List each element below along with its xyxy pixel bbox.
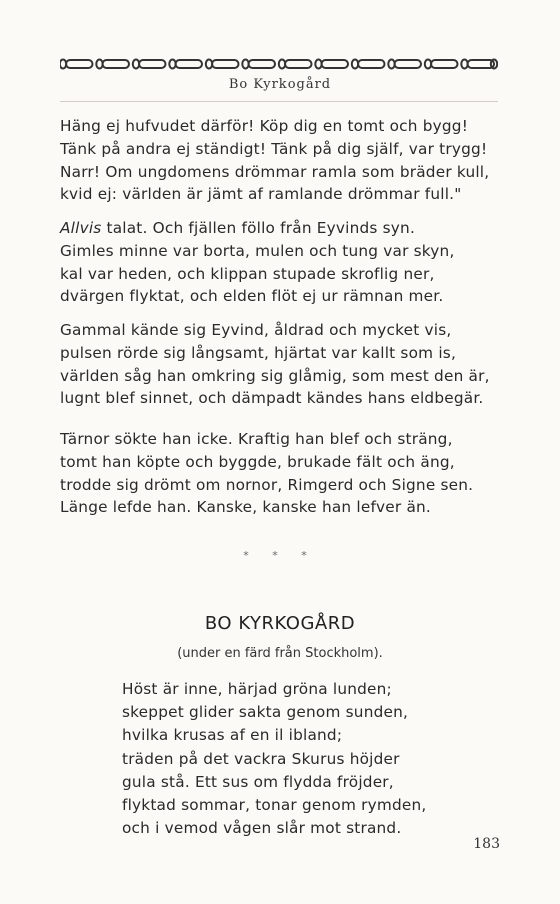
stanza-3 [60, 319, 490, 410]
verse-line: gula stå. Ett sus om flydda fröjder, [122, 772, 394, 791]
verse-line: kal var heden, och klippan stupade skroflig ner, [60, 264, 435, 283]
verse-line: Tänk på andra ej ständigt! Tänk på dig själf, var trygg! [60, 139, 488, 158]
stanza-1 [60, 115, 489, 206]
verse-line: Gammal kände sig Eyvind, åldrad och mycket vis, [60, 321, 452, 339]
verse-line: världen såg han omkring sig glåmig, som mest den är, [60, 366, 490, 385]
chain-ring [96, 60, 102, 69]
chain-ring [461, 60, 467, 69]
chain-link [66, 60, 93, 68]
verse-line [60, 217, 455, 240]
verse-line: Höst är inne, härjad gröna lunden; [122, 680, 392, 698]
verse-line: Narr! Om ungdomens drömmar ramla som bräder kull, [60, 162, 490, 181]
running-head: Bo Kyrkogård [228, 77, 332, 92]
verse-line: hvilka krusas af en il ibland; [122, 726, 343, 745]
chain-ring [279, 60, 285, 69]
chain-link [322, 60, 349, 68]
verse-line: kvid ej: världen är jämt af ramlande drömmar full." [60, 185, 462, 204]
chain-ring [60, 60, 66, 69]
chain-link [358, 60, 385, 68]
chain-link [395, 60, 422, 68]
chain-ring [315, 60, 321, 69]
verse-line: trodde sig drömt om nornor, Rimgerd och Signe sen. [60, 475, 474, 494]
verse-line: Tärnor sökte han icke. Kraftig han blef och sträng, [60, 430, 453, 448]
verse-line: träden på det vackra Skurus höjder [122, 749, 400, 768]
section-break-asterisms: * * * [243, 549, 317, 562]
stanza-4 [60, 428, 473, 519]
speaker-name: Allvis [60, 219, 102, 237]
verse-line-rest: talat. Och fjällen föllo från Eyvinds syn. [101, 219, 416, 237]
verse-line: Gimles minne var borta, mulen och tung var skyn, [60, 241, 455, 260]
verse-line: dvärgen flyktat, och elden flöt ej ur rämnan mer. [60, 287, 444, 306]
poem-subtitle: (under en färd från Stockholm). [177, 646, 383, 661]
chain-ring [242, 60, 248, 69]
chain-ring [206, 60, 212, 69]
verse-line: pulsen rörde sig långsamt, hjärtat var kallt som is, [60, 343, 457, 362]
chain-link [139, 60, 166, 68]
verse-line: tomt han köpte och byggde, brukade fält och äng, [60, 452, 455, 471]
header-rule [60, 101, 498, 102]
verse-line: skeppet glider sakta genom sunden, [122, 703, 409, 722]
chain-ring [388, 60, 394, 69]
chain-ring [169, 60, 175, 69]
chain-link [103, 60, 130, 68]
poem-body [122, 678, 426, 840]
verse-line: Länge lefde han. Kanske, kanske han lefver än. [60, 498, 431, 517]
chain-ring [352, 60, 358, 69]
verse-line: flyktad sommar, tonar genom rymden, [122, 796, 427, 815]
chain-link [249, 60, 276, 68]
ornamental-border [60, 57, 498, 71]
page-number: 183 [473, 836, 500, 852]
verse-line: lugnt blef sinnet, och dämpadt kändes hans eldbegär. [60, 389, 484, 408]
chain-link [176, 60, 203, 68]
poem-title: BO KYRKOGÅRD [204, 613, 356, 634]
verse-line: och i vemod vågen slår mot strand. [122, 819, 402, 838]
chain-link [285, 60, 312, 68]
chain-link [431, 60, 458, 68]
chain-link [212, 60, 239, 68]
chain-ring [425, 60, 431, 69]
verse-line: Häng ej hufvudet därför! Köp dig en tomt och bygg! [60, 117, 469, 135]
stanza-2 [60, 217, 455, 308]
chain-ring [133, 60, 139, 69]
